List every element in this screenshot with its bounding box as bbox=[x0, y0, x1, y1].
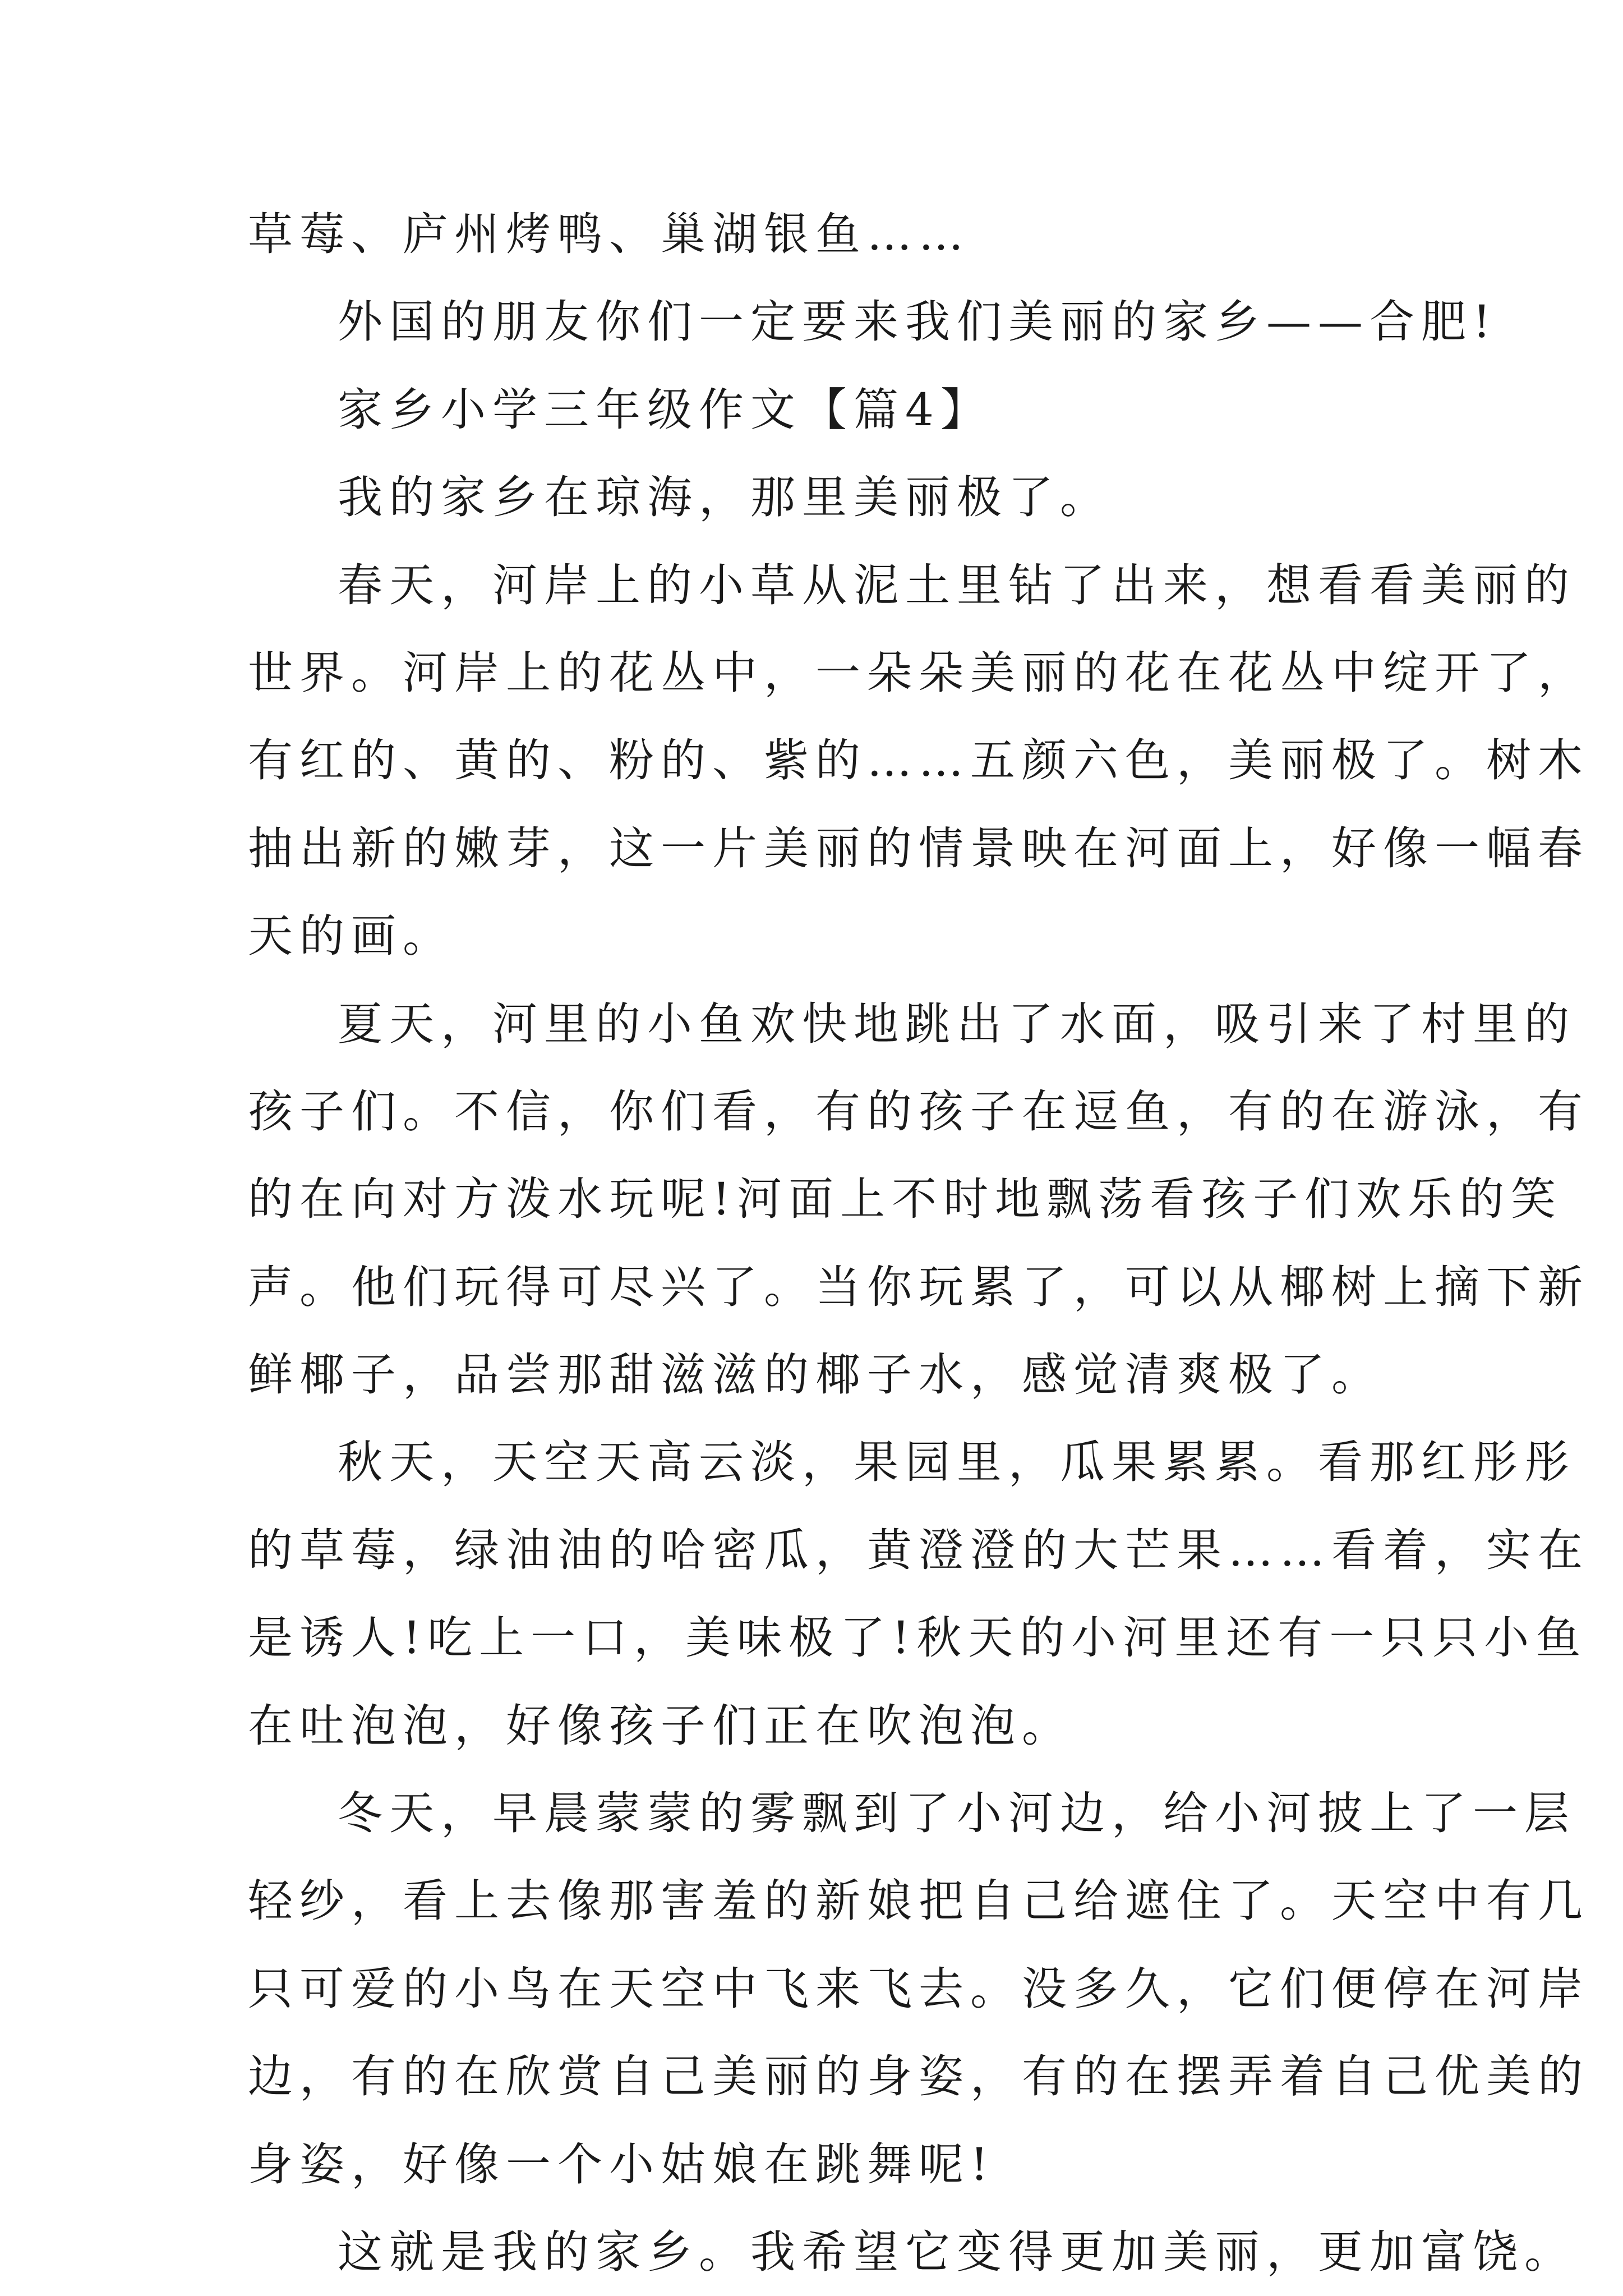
text-line: 外国的朋友你们一定要来我们美丽的家乡——合肥! bbox=[338, 296, 1498, 348]
text-line: 声。他们玩得可尽兴了。当你玩累了，可以从椰树上摘下新 bbox=[248, 1261, 1589, 1313]
text-line: 轻纱，看上去像那害羞的新娘把自己给遮住了。天空中有几 bbox=[248, 1875, 1589, 1927]
text-line: 冬天，早晨蒙蒙的雾飘到了小河边，给小河披上了一层 bbox=[338, 1787, 1576, 1839]
text-line: 的草莓，绿油油的哈密瓜，黄澄澄的大芒果……看着，实在 bbox=[248, 1524, 1589, 1576]
text-line: 有红的、黄的、粉的、紫的……五颜六色，美丽极了。树木 bbox=[248, 734, 1589, 786]
text-line: 草莓、庐州烤鸭、巢湖银鱼…… bbox=[248, 208, 970, 260]
text-line: 天的画。 bbox=[248, 910, 454, 962]
text-line: 鲜椰子，品尝那甜滋滋的椰子水，感觉清爽极了。 bbox=[248, 1349, 1383, 1401]
section-heading: 家乡小学三年级作文【篇4】 bbox=[338, 384, 992, 436]
text-line: 春天，河岸上的小草从泥土里钻了出来，想看看美丽的 bbox=[338, 559, 1576, 611]
text-line: 的在向对方泼水玩呢!河面上不时地飘荡看孩子们欢乐的笑 bbox=[248, 1173, 1563, 1225]
text-line: 孩子们。不信，你们看，有的孩子在逗鱼，有的在游泳，有 bbox=[248, 1085, 1589, 1138]
text-line: 身姿，好像一个小姑娘在跳舞呢! bbox=[248, 2138, 995, 2191]
text-line: 我的家乡在琼海，那里美丽极了。 bbox=[338, 471, 1112, 523]
text-line: 秋天，天空天高云淡，果园里，瓜果累累。看那红彤彤 bbox=[338, 1436, 1576, 1488]
text-line: 抽出新的嫩芽，这一片美丽的情景映在河面上，好像一幅春 bbox=[248, 822, 1589, 875]
text-line: 在吐泡泡，好像孩子们正在吹泡泡。 bbox=[248, 1700, 1073, 1752]
text-line: 只可爱的小鸟在天空中飞来飞去。没多久，它们便停在河岸 bbox=[248, 1963, 1589, 2015]
text-line: 世界。河岸上的花丛中，一朵朵美丽的花在花丛中绽开了， bbox=[248, 647, 1589, 699]
text-line: 边，有的在欣赏自己美丽的身姿，有的在摆弄着自己优美的 bbox=[248, 2050, 1589, 2102]
text-line: 是诱人!吃上一口，美味极了!秋天的小河里还有一只只小鱼 bbox=[248, 1612, 1588, 1664]
text-line: 这就是我的家乡。我希望它变得更加美丽，更加富饶。 bbox=[338, 2226, 1576, 2278]
text-line: 夏天，河里的小鱼欢快地跳出了水面，吸引来了村里的 bbox=[338, 998, 1576, 1050]
